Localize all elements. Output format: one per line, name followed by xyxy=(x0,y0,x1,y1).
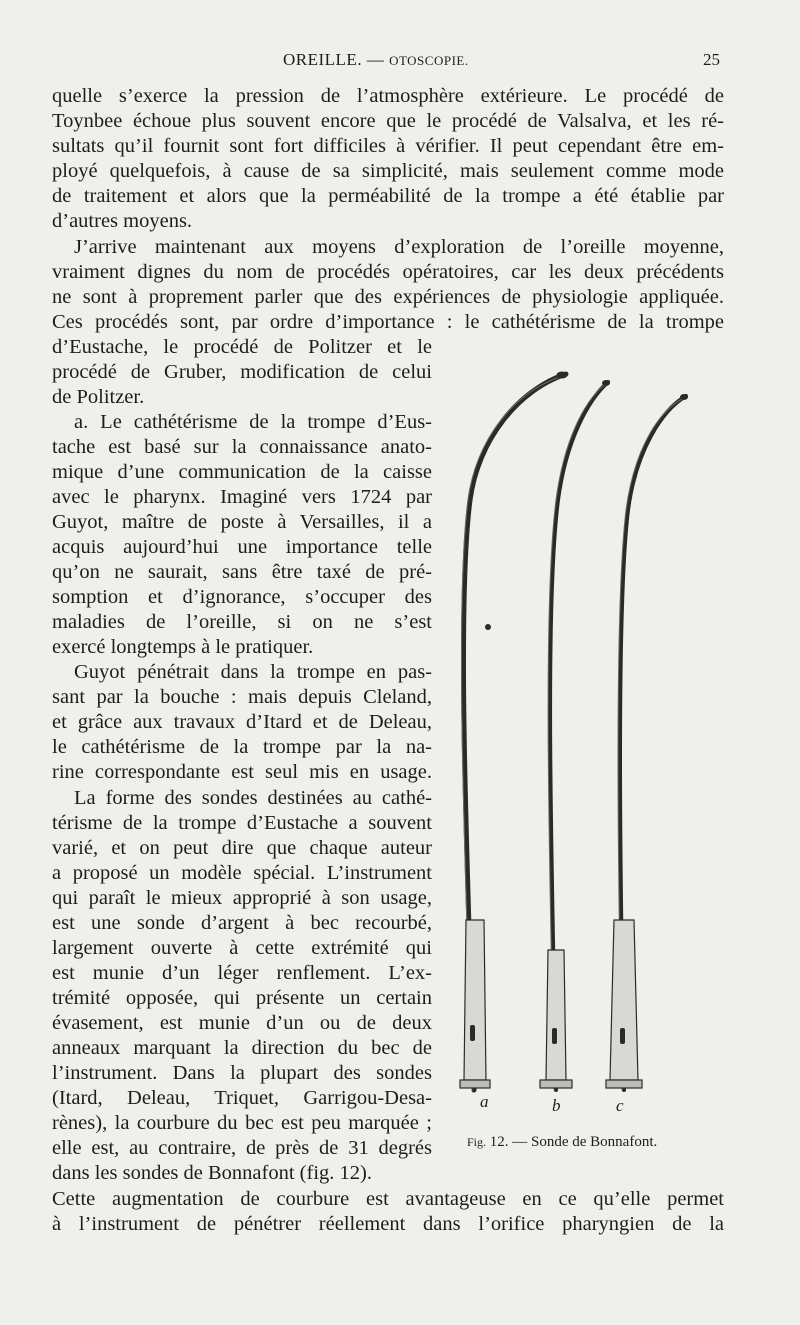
text-line: varié, et on peut dire que chaque auteur xyxy=(52,837,432,859)
text-line: a proposé un modèle spécial. L’instrument xyxy=(52,862,432,884)
text-line: de Politzer. xyxy=(52,386,145,408)
text-line: exercé longtemps à le pratiquer. xyxy=(52,636,314,658)
figure-12-catheters xyxy=(448,360,758,1140)
text-line: ne sont à proprement parler que des expériences de physiologie appliquée. xyxy=(52,286,724,308)
text-line: avec le pharynx. Imaginé vers 1724 par xyxy=(52,486,432,508)
figure-label-b: b xyxy=(552,1096,561,1115)
figure-caption xyxy=(467,1134,657,1151)
text-line: térisme de la trompe d’Eustache a souvent xyxy=(52,812,432,834)
text-line: d’autres moyens. xyxy=(52,210,193,232)
text-line: vraiment dignes du nom de procédés opératoires, car les deux précédents xyxy=(52,261,724,283)
subsection-title: OTOSCOPIE. xyxy=(389,53,469,68)
text-line: Toynbee échoue plus souvent encore que le procédé de Valsalva, et les ré- xyxy=(52,110,724,132)
text-line: l’instrument. Dans la plupart des sondes xyxy=(52,1062,432,1084)
text-line: anneaux marquant la direction du bec de xyxy=(52,1037,432,1059)
text-line: évasement, est munie d’un ou de deux xyxy=(52,1012,432,1034)
text-line: sant par la bouche : mais depuis Cleland, xyxy=(52,686,432,708)
text-line: et grâce aux travaux d’Itard et de Deleau, xyxy=(52,711,432,733)
text-line: de traitement et alors que la perméabilité de la trompe a été établie par xyxy=(52,185,724,207)
text-line: La forme des sondes destinées au cathé- xyxy=(74,787,432,809)
caption-text: — Sonde de Bonnafont. xyxy=(512,1134,658,1150)
figure-label-a: a xyxy=(480,1092,489,1111)
text-line: à l’instrument de pénétrer réellement dans l’orifice pharyngien de la xyxy=(52,1213,724,1235)
text-line: le cathétérisme de la trompe par la na- xyxy=(52,736,432,758)
figure-label-c: c xyxy=(616,1096,624,1115)
text-line: largement ouverte à cette extrémité qui xyxy=(52,937,432,959)
text-line: tache est basé sur la connaissance anato- xyxy=(52,436,432,458)
text-line: (Itard, Deleau, Triquet, Garrigou-Desa- xyxy=(52,1087,432,1109)
text-line: qui paraît le mieux approprié à son usage, xyxy=(52,887,432,909)
text-line: J’arrive maintenant aux moyens d’exploration de l’oreille moyenne, xyxy=(74,236,724,258)
text-line: Ces procédés sont, par ordre d’importance : le cathétérisme de la trompe xyxy=(52,311,724,333)
text-line: Guyot pénétrait dans la trompe en pas- xyxy=(74,661,432,683)
section-title: OREILLE. xyxy=(283,50,363,69)
text-line: Guyot, maître de poste à Versailles, il a xyxy=(52,511,432,533)
text-line: est une sonde d’argent à bec recourbé, xyxy=(52,912,432,934)
catheter-illustration xyxy=(448,360,758,1140)
text-line: trémité opposée, qui présente un certain xyxy=(52,987,432,1009)
text-line: a. Le cathétérisme de la trompe d’Eus- xyxy=(74,411,432,433)
text-line: qu’on ne saurait, sans être taxé de pré- xyxy=(52,561,432,583)
page-number: 25 xyxy=(703,50,720,69)
text-line: rènes), la courbure du bec est peu marquée ; xyxy=(52,1112,432,1134)
text-line: maladies de l’oreille, si on ne s’est xyxy=(52,611,432,633)
text-line: d’Eustache, le procédé de Politzer et le xyxy=(52,336,432,358)
text-line: ployé quelquefois, à cause de sa simplicité, mais seulement comme mode xyxy=(52,160,724,182)
text-line: procédé de Gruber, modification de celui xyxy=(52,361,432,383)
text-line: somption et d’ignorance, s’occuper des xyxy=(52,586,432,608)
caption-prefix: Fig. xyxy=(467,1135,487,1149)
running-title xyxy=(283,50,469,70)
text-line: dans les sondes de Bonnafont (fig. 12). xyxy=(52,1162,372,1184)
text-line: Cette augmentation de courbure est avantageuse en ce qu’elle permet xyxy=(52,1188,724,1210)
text-line: quelle s’exerce la pression de l’atmosphère extérieure. Le procédé de xyxy=(52,85,724,107)
running-header xyxy=(0,50,800,76)
text-line: est munie d’un léger renflement. L’ex- xyxy=(52,962,432,984)
caption-number: 12. xyxy=(489,1134,509,1150)
header-dash: — xyxy=(366,50,385,69)
text-line: rine correspondante est seul mis en usage. xyxy=(52,761,432,783)
text-line: sultats qu’il fournit sont fort difficiles à vérifier. Il peut cependant être em- xyxy=(52,135,724,157)
text-line: acquis aujourd’hui une importance telle xyxy=(52,536,432,558)
text-line: mique d’une communication de la caisse xyxy=(52,461,432,483)
text-line: elle est, au contraire, de près de 31 degrés xyxy=(52,1137,432,1159)
